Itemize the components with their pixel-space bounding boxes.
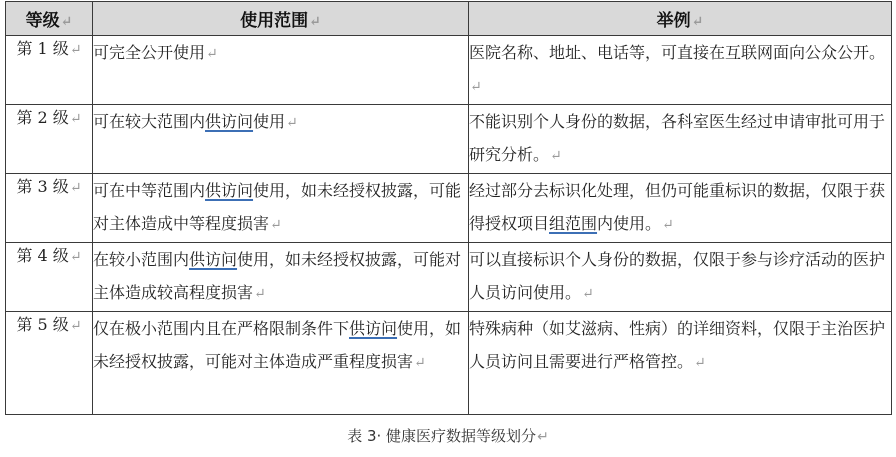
underlined-term: 供访问 <box>205 181 254 200</box>
level-cell <box>6 105 93 174</box>
cell-text: 可完全公开使用 <box>93 43 206 62</box>
paragraph-mark-icon: ↵ <box>537 429 549 445</box>
underlined-term: 组范围 <box>549 214 598 233</box>
underlined-term: 供访问 <box>205 112 254 131</box>
underlined-term: 供访问 <box>189 250 238 269</box>
example-cell <box>469 243 892 312</box>
usage-cell <box>93 105 469 174</box>
cell-text: 不能识别个人身份的数据，各科室医生经过申请审批可用于研究分析。 <box>469 112 886 164</box>
header-label-usage: 使用范围 <box>240 11 309 31</box>
paragraph-mark-icon: ↵ <box>286 115 298 131</box>
cell-text: 经过部分去标识化处理，但仍可能重标识的数据，仅限于获得授权项目 <box>469 181 886 233</box>
cell-text: 使用，如未经授权披露，可能对主体造成中等程度损害 <box>93 181 462 233</box>
header-label-level: 等级 <box>25 11 60 31</box>
paragraph-mark-icon: ↵ <box>69 42 82 58</box>
table-row <box>6 312 892 415</box>
cell-text: 在较小范围内 <box>93 250 190 269</box>
header-label-example: 举例 <box>656 11 691 31</box>
level-cell <box>6 174 93 243</box>
paragraph-mark-icon: ↵ <box>206 46 218 62</box>
paragraph-mark-icon: ↵ <box>69 111 82 127</box>
table-row <box>6 174 892 243</box>
cell-text: 特殊病种（如艾滋病、性病）的详细资料，仅限于主治医护人员访问且需要进行严格管控。 <box>469 319 886 371</box>
table-row <box>6 36 892 105</box>
paragraph-mark-icon: ↵ <box>69 180 82 196</box>
usage-cell <box>93 243 469 312</box>
level-cell <box>6 36 93 105</box>
level-label: 第 1 级 <box>16 39 69 58</box>
level-cell <box>6 312 93 415</box>
cell-text: 仅在极小范围内且在严格限制条件下 <box>93 319 350 338</box>
example-cell <box>469 105 892 174</box>
cell-text: 医院名称、地址、电话等，可直接在互联网面向公众公开。 <box>469 43 886 62</box>
paragraph-mark-icon: ↵ <box>582 286 594 302</box>
table-row <box>6 243 892 312</box>
paragraph-mark-icon: ↵ <box>69 249 82 265</box>
paragraph-mark-icon: ↵ <box>254 286 266 302</box>
paragraph-mark-icon: ↵ <box>691 14 704 30</box>
level-label: 第 4 级 <box>16 246 69 265</box>
paragraph-mark-icon: ↵ <box>694 355 706 371</box>
paragraph-mark-icon: ↵ <box>550 148 562 164</box>
example-cell <box>469 36 892 105</box>
usage-cell <box>93 174 469 243</box>
example-cell <box>469 312 892 415</box>
paragraph-mark-icon: ↵ <box>60 14 73 30</box>
level-label: 第 2 级 <box>16 108 69 127</box>
table-caption <box>0 425 896 446</box>
header-cell <box>469 2 892 36</box>
header-cell <box>93 2 469 36</box>
cell-text: 可在中等范围内 <box>93 181 206 200</box>
data-grade-table <box>5 1 892 415</box>
level-cell <box>6 243 93 312</box>
paragraph-mark-icon: ↵ <box>69 318 82 334</box>
level-label: 第 3 级 <box>16 177 69 196</box>
cell-text: 内使用。 <box>597 214 662 233</box>
paragraph-mark-icon: ↵ <box>470 79 482 95</box>
paragraph-mark-icon: ↵ <box>414 355 426 371</box>
usage-cell <box>93 36 469 105</box>
usage-cell <box>93 312 469 415</box>
cell-text: 可以直接标识个人身份的数据，仅限于参与诊疗活动的医护人员访问使用。 <box>469 250 886 302</box>
cell-text: 使用，如未经授权披露，可能对主体造成严重程度损害 <box>93 319 462 371</box>
underlined-term: 供访问 <box>349 319 398 338</box>
level-label: 第 5 级 <box>16 315 69 334</box>
header-cell <box>6 2 93 36</box>
paragraph-mark-icon: ↵ <box>662 217 674 233</box>
cell-text: 可在较大范围内 <box>93 112 206 131</box>
example-cell <box>469 174 892 243</box>
table-row <box>6 105 892 174</box>
table-header-row <box>6 2 892 36</box>
paragraph-mark-icon: ↵ <box>309 14 321 30</box>
paragraph-mark-icon: ↵ <box>270 217 282 233</box>
cell-text: 使用 <box>253 112 286 131</box>
caption-text: 表 3· 健康医疗数据等级划分 <box>347 427 537 445</box>
cell-text: 使用，如未经授权披露，可能对主体造成较高程度损害 <box>93 250 462 302</box>
